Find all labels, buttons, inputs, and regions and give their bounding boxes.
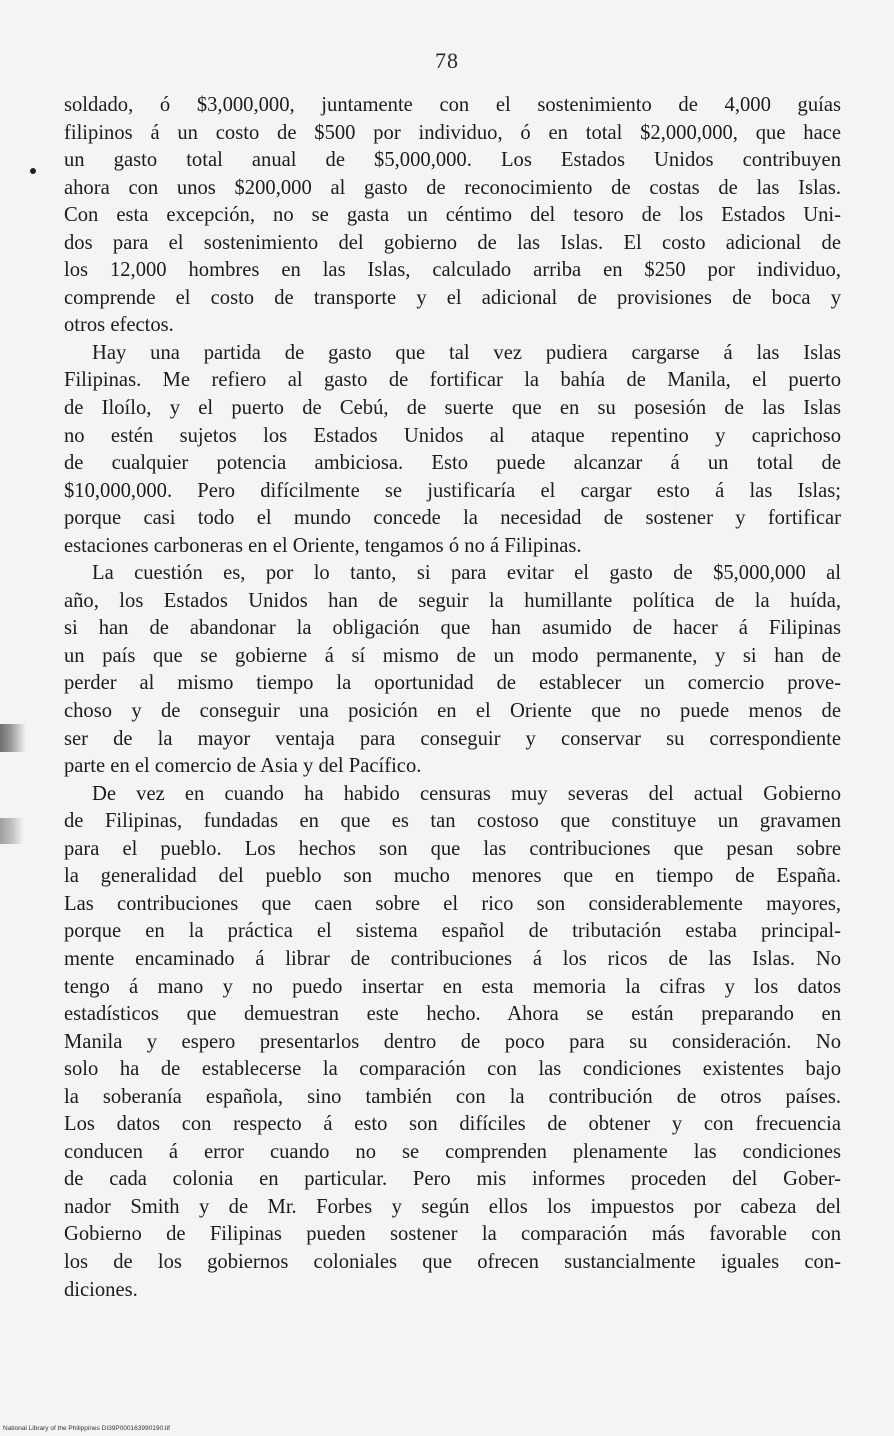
paragraph — [64, 92, 841, 340]
text-line: ahora con unos $200,000 al gasto de reconocimiento de costas de las Islas. — [64, 176, 841, 199]
text-line: diciones. — [64, 1278, 138, 1301]
text-line: un gasto total anual de $5,000,000. Los Estados Unidos contribuyen — [64, 149, 841, 172]
text-line: si han de abandonar la obligación que han asumido de hacer á Filipinas — [64, 617, 841, 640]
text-line: porque en la práctica el sistema español de tributación estaba principal- — [64, 920, 841, 943]
text-line: de cada colonia en particular. Pero mis informes proceden del Gober- — [64, 1168, 841, 1191]
text-line: $10,000,000. Pero difícilmente se justificaría el cargar esto á las Islas; — [64, 479, 841, 502]
text-line: conducen á error cuando no se comprenden plenamente las condiciones — [64, 1140, 841, 1163]
page-number: 78 — [435, 48, 459, 73]
text-line: de cualquier potencia ambiciosa. Esto puede alcanzar á un total de — [64, 452, 841, 475]
text-line: estaciones carboneras en el Oriente, tengamos ó no á Filipinas. — [64, 534, 582, 557]
text-line: para el pueblo. Los hechos son que las contribuciones que pesan sobre — [64, 837, 841, 860]
footer-credit: National Library of the Philippines DI39P000163990190.tif — [3, 1425, 170, 1432]
text-line: la soberanía española, sino también con la contribución de otros países. — [64, 1085, 841, 1108]
text-line: tengo á mano y no puedo insertar en esta memoria la cifras y los datos — [64, 975, 841, 998]
text-line: la generalidad del pueblo son mucho menores que en tiempo de España. — [64, 865, 841, 888]
text-line: parte en el comercio de Asia y del Pacífico. — [64, 755, 422, 778]
text-line: Filipinas. Me refiero al gasto de fortificar la bahía de Manila, el puerto — [64, 369, 841, 392]
text-line: Hay una partida de gasto que tal vez pudiera cargarse á las Islas — [92, 341, 841, 364]
text-line: estadísticos que demuestran este hecho. Ahora se están preparando en — [64, 1003, 841, 1026]
text-line: Los datos con respecto á esto son difíciles de obtener y con frecuencia — [64, 1113, 841, 1136]
text-line: La cuestión es, por lo tanto, si para evitar el gasto de $5,000,000 al — [92, 562, 841, 585]
edge-smudge — [0, 724, 26, 752]
text-line: Manila y espero presentarlos dentro de poco para su consideración. No — [64, 1030, 841, 1053]
text-line: de Filipinas, fundadas en que es tan costoso que constituye un gravamen — [64, 810, 841, 833]
paragraph — [64, 781, 841, 1304]
paragraph — [64, 560, 841, 780]
text-line: no estén sujetos los Estados Unidos al ataque repentino y caprichoso — [64, 424, 841, 447]
text-line: dos para el sostenimiento del gobierno de las Islas. El costo adicional de — [64, 231, 841, 254]
text-line: de Iloílo, y el puerto de Cebú, de suerte que en su posesión de las Islas — [64, 397, 841, 420]
text-line: los 12,000 hombres en las Islas, calculado arriba en $250 por individuo, — [64, 259, 841, 282]
paragraph — [64, 340, 841, 560]
text-line: mente encaminado á librar de contribuciones á los ricos de las Islas. No — [64, 947, 841, 970]
text-line: perder al mismo tiempo la oportunidad de establecer un comercio prove- — [64, 672, 841, 695]
text-line: Las contribuciones que caen sobre el rico son considerablemente mayores, — [64, 892, 841, 915]
text-line: filipinos á un costo de $500 por individuo, ó en total $2,000,000, que hace — [64, 121, 841, 144]
edge-smudge — [0, 818, 24, 844]
text-line: Con esta excepción, no se gasta un céntimo del tesoro de los Estados Uni- — [64, 204, 841, 227]
text-line: los de los gobiernos coloniales que ofrecen sustancialmente iguales con- — [64, 1250, 841, 1273]
text-line: ser de la mayor ventaja para conseguir y conservar su correspondiente — [64, 727, 841, 750]
text-line: un país que se gobierne á sí mismo de un modo permanente, y si han de — [64, 644, 841, 667]
text-line: otros efectos. — [64, 314, 174, 337]
text-line: soldado, ó $3,000,000, juntamente con el sostenimiento de 4,000 guías — [64, 94, 841, 116]
text-line: De vez en cuando ha habido censuras muy severas del actual Gobierno — [92, 782, 841, 805]
text-line: Gobierno de Filipinas pueden sostener la comparación más favorable con — [64, 1223, 841, 1246]
text-line: año, los Estados Unidos han de seguir la humillante política de la huída, — [64, 589, 841, 612]
text-line: comprende el costo de transporte y el adicional de provisiones de boca y — [64, 286, 841, 309]
text-line: nador Smith y de Mr. Forbes y según ellos los impuestos por cabeza del — [64, 1195, 841, 1218]
text-line: solo ha de establecerse la comparación con las condiciones existentes bajo — [64, 1058, 841, 1081]
margin-mark — [30, 168, 36, 174]
body-text — [64, 92, 841, 1304]
text-line: porque casi todo el mundo concede la necesidad de sostener y fortificar — [64, 507, 841, 530]
text-line: choso y de conseguir una posición en el Oriente que no puede menos de — [64, 700, 841, 723]
